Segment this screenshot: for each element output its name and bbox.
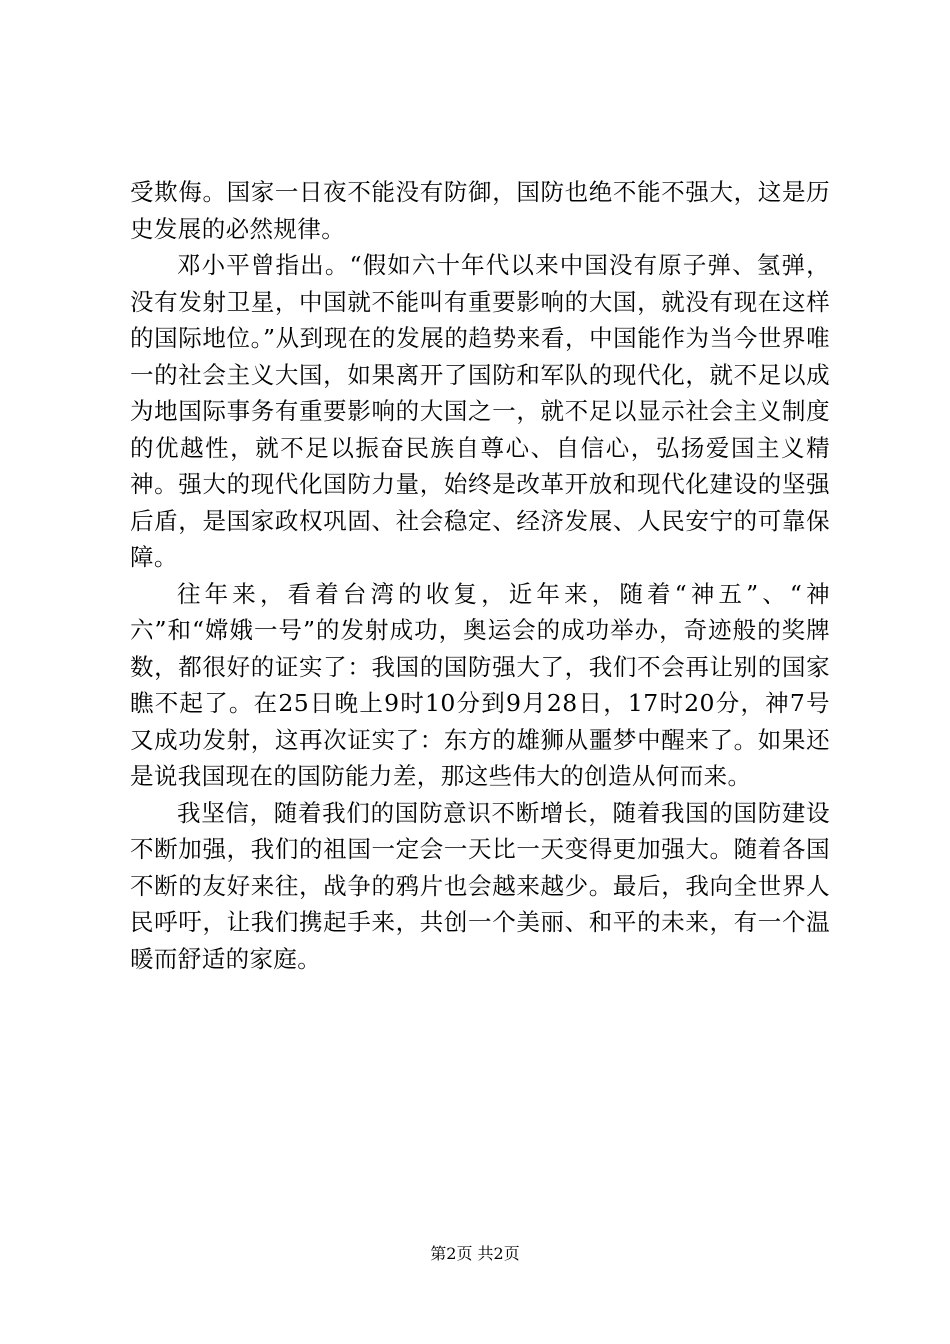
paragraph-4: 我坚信，随着我们的国防意识不断增长，随着我国的国防建设不断加强，我们的祖国一定会一天比一天变得更加强大。随着各国不断的友好来往，战争的鸦片也会越来越少。最后，我向全世界人民呼吁，让我们携起手来，共创一个美丽、和平的未来，有一个温暖而舒适的家庭。 <box>130 798 830 973</box>
document-body <box>130 174 830 977</box>
paragraph-3: 往年来，看着台湾的收复，近年来，随着“神五”、“神六”和“嫦娥一号”的发射成功，奥运会的成功举办，奇迹般的奖牌数，都很好的证实了：我国的国防强大了，我们不会再让别的国家瞧不起了。在25日晚上9时10分到9月28日，17时20分，神7号又成功发射，这再次证实了：东方的雄狮从噩梦中醒来了。如果还是说我国现在的国防能力差，那这些伟大的创造从何而来。 <box>130 579 830 790</box>
paragraph-2: 邓小平曾指出。“假如六十年代以来中国没有原子弹、氢弹，没有发射卫星，中国就不能叫有重要影响的大国，就没有现在这样的国际地位。”从到现在的发展的趋势来看，中国能作为当今世界唯一的社会主义大国，如果离开了国防和军队的现代化，就不足以成为地国际事务有重要影响的大国之一，就不足以显示社会主义制度的优越性，就不足以振奋民族自尊心、自信心，弘扬爱国主义精神。强大的现代化国防力量，始终是改革开放和现代化建设的坚强后盾，是国家政权巩固、社会稳定、经济发展、人民安宁的可靠保障。 <box>130 251 830 571</box>
paragraph-1: 受欺侮。国家一日夜不能没有防御，国防也绝不能不强大，这是历史发展的必然规律。 <box>130 178 830 243</box>
page-footer: 第2页 共2页 <box>430 1244 520 1263</box>
